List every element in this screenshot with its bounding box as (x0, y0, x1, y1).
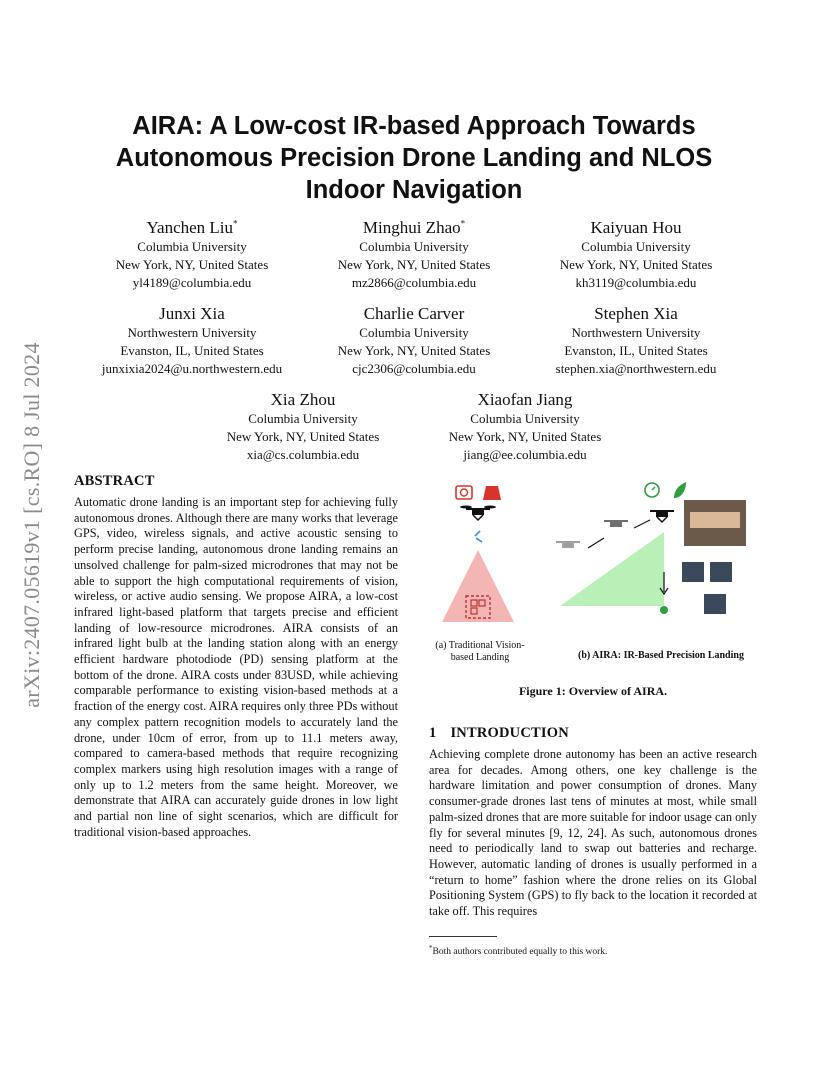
introduction-text: Achieving complete drone autonomy has been an active research area for decades. Among others, one key challenge is the hardware limitation and power consumption of drones. Many consumer-grade drones last tens of minutes at most, while small palm-sized drones that are more suitable for indoor usage can only fly for several minutes [9, 12, 24]. As such, autonomous drones need to periodically land to swap out batteries and recharge. However, automatic landing of drones is usually performed in a “return to home” fashion where the drone relies on its Global Positioning System (GPS) to fly back to the location it recorded at take off. This requires (429, 747, 757, 919)
flight-path-arrow (588, 538, 604, 548)
author-location: New York, NY, United States (337, 257, 491, 272)
arxiv-identifier: arXiv:2407.05619v1 [cs.RO] 8 Jul 2024 (19, 342, 44, 708)
author-card (415, 390, 635, 464)
author-name: Stephen Xia (594, 304, 678, 323)
photo-landing-pad (682, 562, 704, 582)
author-name: Xiaofan Jiang (477, 390, 573, 409)
abstract-heading: ABSTRACT (74, 473, 155, 489)
figure-caption: Figure 1: Overview of AIRA. (518, 684, 668, 698)
figure-caption-b: (b) AIRA: IR-Based Precision Landing (578, 650, 744, 661)
ir-bulb-icon (660, 606, 668, 614)
author-affiliation: Columbia University (137, 239, 247, 254)
author-affiliation: Columbia University (359, 325, 469, 340)
panel-b (556, 482, 746, 614)
author-card (82, 304, 302, 378)
author-email[interactable]: stephen.xia@northwestern.edu (555, 361, 717, 376)
figure-caption-a: (a) Traditional Vision-based Landing (435, 640, 525, 663)
author-card (193, 390, 413, 464)
author-card (526, 218, 746, 292)
figure-illustration (428, 476, 758, 641)
footnote-divider (429, 936, 497, 937)
author-location: Evanston, IL, United States (120, 343, 264, 358)
abstract-section (74, 472, 398, 840)
author-email[interactable]: mz2866@columbia.edu (351, 275, 477, 290)
author-affiliation: Columbia University (248, 411, 358, 426)
drone-icon (460, 506, 496, 521)
author-affiliation: Columbia University (359, 239, 469, 254)
author-email[interactable]: kh3119@columbia.edu (575, 275, 697, 290)
author-card (526, 304, 746, 378)
introduction-heading: 1 INTRODUCTION (429, 725, 569, 741)
author-email[interactable]: jiang@ee.columbia.edu (463, 447, 587, 462)
author-location: New York, NY, United States (115, 257, 269, 272)
drone-icon (604, 521, 628, 527)
arxiv-stamp (12, 290, 52, 760)
photo-landing-pad (704, 594, 726, 614)
drone-icon (556, 542, 580, 548)
author-affiliation: Northwestern University (571, 325, 701, 340)
author-email[interactable]: yl4189@columbia.edu (132, 275, 252, 290)
photo-landing-pad (710, 562, 732, 582)
author-name: Xia Zhou (270, 390, 336, 409)
weight-icon (483, 486, 501, 500)
author-name: Yanchen Liu* (146, 218, 238, 237)
author-card (82, 218, 302, 292)
author-email[interactable]: cjc2306@columbia.edu (352, 361, 476, 376)
introduction-section (429, 724, 757, 920)
camera-lens-icon (461, 489, 468, 496)
camera-icon (456, 486, 472, 499)
wireless-icon (475, 531, 482, 542)
ir-light-cone (560, 532, 664, 606)
author-name: Charlie Carver (363, 304, 465, 323)
figure-1 (428, 476, 758, 701)
paper-title: AIRA: A Low-cost IR-based Approach Towards Autonomous Precision Drone Landing and NLOS Indoor Navigation (115, 112, 713, 204)
author-affiliation: Columbia University (470, 411, 580, 426)
author-affiliation: Northwestern University (127, 325, 257, 340)
author-card (304, 218, 524, 292)
author-card (304, 304, 524, 378)
footnote: *Both authors contributed equally to this work. (429, 944, 608, 958)
author-affiliation: Columbia University (581, 239, 691, 254)
author-name: Kaiyuan Hou (590, 218, 682, 237)
author-location: New York, NY, United States (448, 429, 602, 444)
abstract-text: Automatic drone landing is an important step for achieving fully autonomous drones. Although there are many works that leverage GPS, video, wireless signals, and active acoustic sensing to perform precise landing, autonomous drone landing remains an unsolved challenge for palm-sized microdrones that may not be able to support the high computational requirements of vision, wireless, or active audio sensing. We propose AIRA, a low-cost infrared light-based platform that targets precise and efficient landing of low-resource microdrones. AIRA consists of an infrared light bulb at the landing station along with an energy efficient hardware photodiode (PD) sensing platform at the bottom of the drone. AIRA costs under 83USD, while achieving comparable performance to existing vision-based methods at a fraction of the energy cost. AIRA requires only three PDs without any complex pattern recognition models to accurately land the drone, under 10cm of error, from up to 11.1 meters away, compared to camera-based methods that require recognizing complex markers using high resolution images with a range of only up to 1.2 meters from the same height. Moreover, we demonstrate that AIRA can accurately guide drones in low light and partial non line of sight scenarios, which are difficult for traditional vision-based approaches. (74, 495, 398, 839)
author-location: Evanston, IL, United States (564, 343, 708, 358)
drone-icon (650, 511, 674, 522)
leaf-icon (674, 482, 686, 498)
author-name: Minghui Zhao* (362, 218, 466, 237)
author-name: Junxi Xia (159, 304, 225, 323)
author-location: New York, NY, United States (226, 429, 380, 444)
author-email[interactable]: junxixia2024@u.northwestern.edu (101, 361, 283, 376)
author-location: New York, NY, United States (559, 257, 713, 272)
camera-view-cone (442, 550, 514, 622)
author-email[interactable]: xia@cs.columbia.edu (246, 447, 360, 462)
panel-a (442, 486, 514, 622)
flight-path-arrow (634, 520, 650, 528)
author-location: New York, NY, United States (337, 343, 491, 358)
